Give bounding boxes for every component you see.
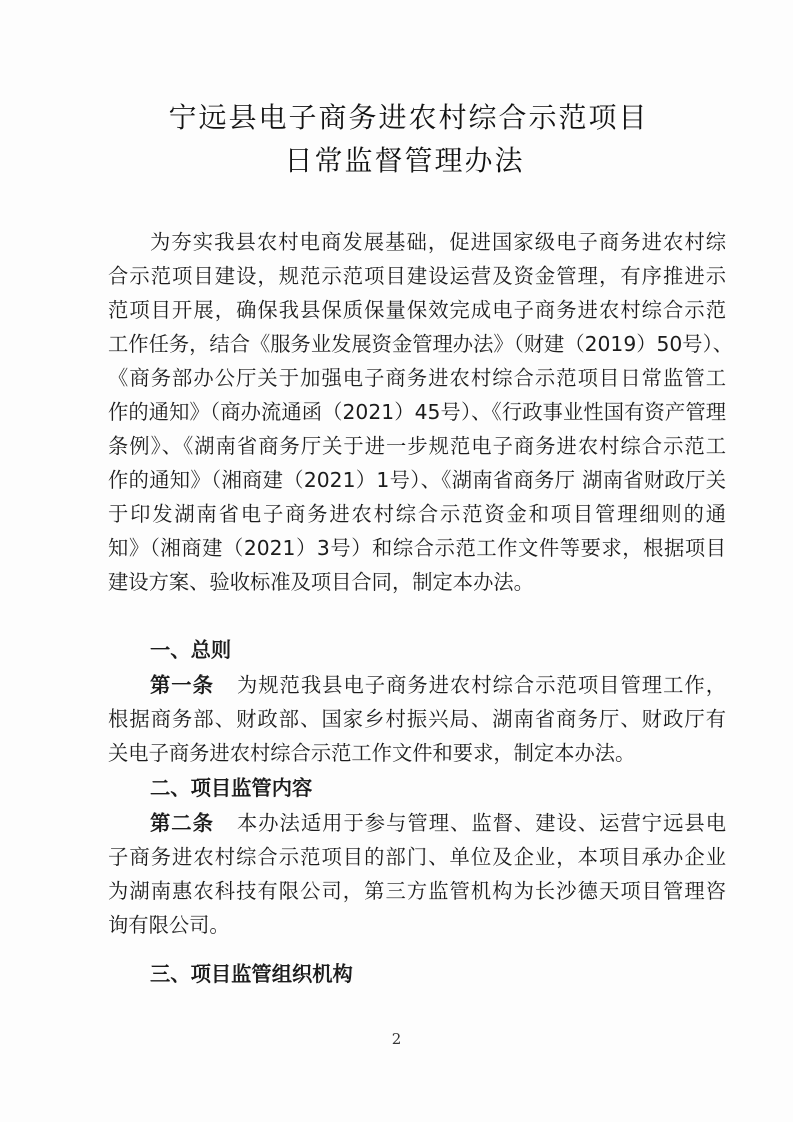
article2-text: 本办法适用于参与管理、监督、建设、运营宁远县电 <box>235 811 726 835</box>
article2-first-line <box>150 810 726 836</box>
section-heading-general: 一、总则 <box>150 638 232 662</box>
article1-line: 根据商务部、财政部、国家乡村振兴局、湖南省商务厅、财政厅有 <box>108 707 726 731</box>
article1-label: 第一条 <box>150 673 214 697</box>
intro-line: 作的通知》（商办流通函（2021）45号）、《行政事业性国有资产管理 <box>108 400 726 424</box>
document-title-line2: 日常监督管理办法 <box>284 144 525 177</box>
intro-line: 作的通知》（湘商建（2021）1号）、《湖南省商务厅 湖南省财政厅关 <box>108 468 726 492</box>
article2-label: 第二条 <box>150 811 214 835</box>
intro-line: 于印发湖南省电子商务进农村综合示范资金和项目管理细则的通 <box>108 502 726 526</box>
article2-line: 为湖南惠农科技有限公司，第三方监管机构为长沙德天项目管理咨 <box>108 879 726 903</box>
article2-line: 子商务进农村综合示范项目的部门、单位及企业，本项目承办企业 <box>108 845 726 869</box>
page-number: 2 <box>391 1030 402 1048</box>
intro-line: 建设方案、验收标准及项目合同，制定本办法。 <box>108 570 534 594</box>
intro-line: 工作任务，结合《服务业发展资金管理办法》（财建（2019）50号）、 <box>108 332 734 356</box>
section-heading-organization: 三、项目监管组织机构 <box>150 962 353 986</box>
section-heading-supervision-content: 二、项目监管内容 <box>150 776 313 800</box>
intro-line: 条例》、《湖南省商务厅关于进一步规范电子商务进农村综合示范工 <box>108 434 726 458</box>
intro-line: 合示范项目建设，规范示范项目建设运营及资金管理，有序推进示 <box>108 264 726 288</box>
article1-first-line <box>150 672 726 698</box>
article1-text: 为规范我县电子商务进农村综合示范项目管理工作， <box>235 673 726 697</box>
intro-line: 为夯实我县农村电商发展基础，促进国家级电子商务进农村综 <box>150 230 726 254</box>
article1-line: 关电子商务进农村综合示范工作文件和要求，制定本办法。 <box>108 741 636 765</box>
intro-line: 范项目开展，确保我县保质保量保效完成电子商务进农村综合示范 <box>108 298 726 322</box>
intro-line: 《商务部办公厅关于加强电子商务进农村综合示范项目日常监管工 <box>108 366 726 390</box>
intro-line: 知》（湘商建（2021）3号）和综合示范工作文件等要求，根据项目 <box>108 536 726 560</box>
article2-line: 询有限公司。 <box>108 913 230 937</box>
document-title-line1: 宁远县电子商务进农村综合示范项目 <box>168 101 649 134</box>
